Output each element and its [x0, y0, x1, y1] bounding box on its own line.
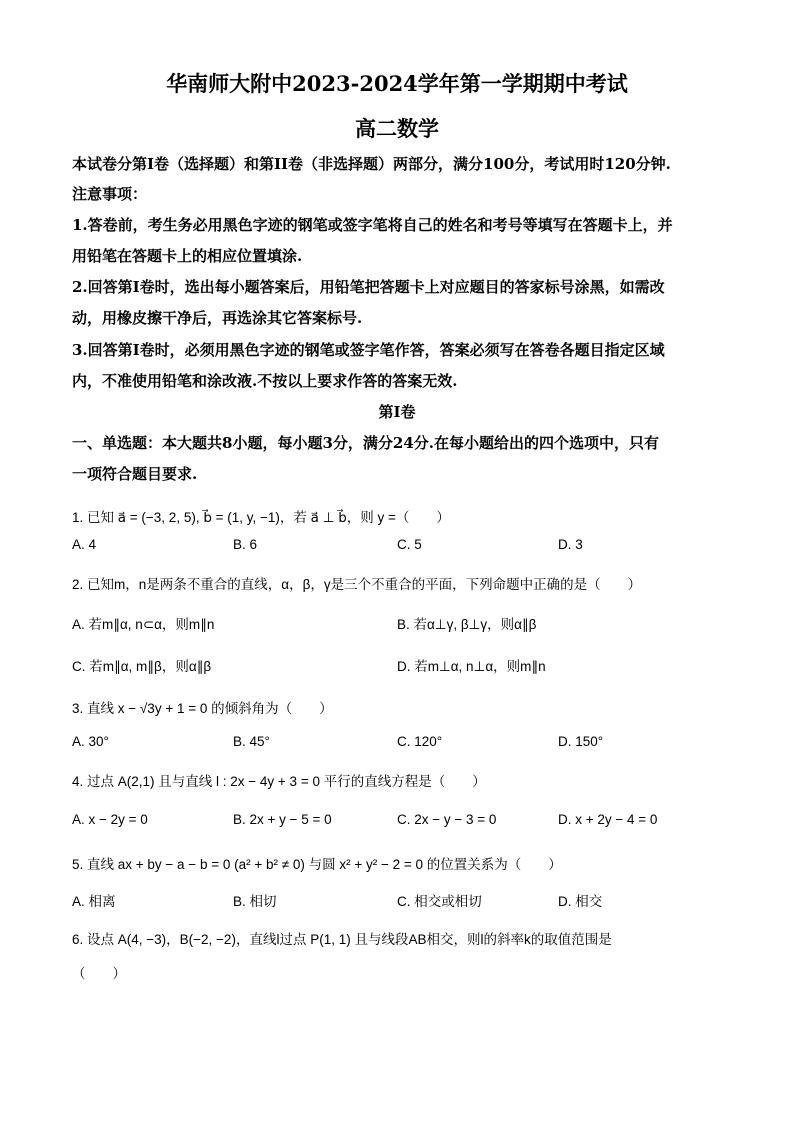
- question-1-option-d: D. 3: [558, 537, 583, 552]
- question-4-option-c: C. 2x − y − 3 = 0: [397, 812, 497, 827]
- question-6-stem-continuation: （ ）: [72, 966, 126, 981]
- note-2-line-1: 2.回答第I卷时，选出每小题答案后，用铅笔把答题卡上对应题目的答家标号涂黑，如需改: [72, 278, 665, 296]
- note-1-line-1: 1.答卷前，考生务必用黑色字迹的钢笔或签字笔将自己的姓名和考号等填写在答题卡上，并: [72, 216, 673, 234]
- section-instruction-line-1: 一、单选题：本大题共8小题，每小题3分，满分24分.在每小题给出的四个选项中，只有: [72, 434, 659, 452]
- exam-title: 华南师大附中2023-2024学年第一学期期中考试: [166, 71, 628, 96]
- question-5-option-d: D. 相交: [558, 894, 603, 909]
- question-4-stem: 4. 过点 A(2,1) 且与直线 l : 2x − 4y + 3 = 0 平行的直线方程是（ ）: [72, 774, 486, 789]
- question-1-stem: 1. 已知 a⃗ = (−3, 2, 5), b⃗ = (1, y, −1)，若 a⃗ ⊥ b⃗，则 y =（ ）: [72, 510, 450, 525]
- question-2-option-d: D. 若m⊥α, n⊥α，则m∥n: [397, 659, 546, 674]
- part-title: 第I卷: [378, 403, 416, 421]
- question-3-option-a: A. 30°: [72, 734, 109, 749]
- question-1-option-b: B. 6: [233, 537, 258, 552]
- question-4-option-d: D. x + 2y − 4 = 0: [558, 812, 658, 827]
- question-5-option-c: C. 相交或相切: [397, 894, 482, 909]
- question-1-option-a: A. 4: [72, 537, 97, 552]
- question-2-stem: 2. 已知m，n是两条不重合的直线，α，β，γ是三个不重合的平面，下列命题中正确的是（ ）: [72, 577, 642, 592]
- question-3-stem: 3. 直线 x − √3y + 1 = 0 的倾斜角为（ ）: [72, 701, 333, 716]
- question-2-option-b: B. 若α⊥γ, β⊥γ，则α∥β: [397, 617, 537, 632]
- intro-line: 本试卷分第I卷（选择题）和第II卷（非选择题）两部分，满分100分，考试用时120分钟.: [72, 155, 671, 173]
- question-4-option-a: A. x − 2y = 0: [72, 812, 148, 827]
- note-1-line-2: 用铅笔在答题卡上的相应位置填涂.: [72, 247, 303, 265]
- notice-heading: 注意事项：: [72, 185, 148, 203]
- question-3-option-c: C. 120°: [397, 734, 443, 749]
- question-6-stem: 6. 设点 A(4, −3)，B(−2, −2)，直线l过点 P(1, 1) 且与线段AB相交，则l的斜率k的取值范围是: [72, 932, 612, 947]
- note-2-line-2: 动，用橡皮擦干净后，再选涂其它答案标号.: [72, 309, 363, 327]
- question-2-option-c: C. 若m∥α, m∥β，则α∥β: [72, 659, 212, 674]
- question-4-option-b: B. 2x + y − 5 = 0: [233, 812, 332, 827]
- subject-title: 高二数学: [355, 116, 439, 141]
- note-3-line-1: 3.回答第I卷时，必须用黑色字迹的钢笔或签字笔作答，答案必须写在答卷各题目指定区域: [72, 341, 665, 359]
- note-3-line-2: 内，不准使用铅笔和涂改液.不按以上要求作答的答案无效.: [72, 372, 458, 390]
- section-instruction-line-2: 一项符合题目要求.: [72, 465, 198, 483]
- question-5-option-a: A. 相离: [72, 894, 116, 909]
- question-3-option-d: D. 150°: [558, 734, 604, 749]
- question-3-option-b: B. 45°: [233, 734, 270, 749]
- question-5-stem: 5. 直线 ax + by − a − b = 0 (a² + b² ≠ 0) 与圆 x² + y² − 2 = 0 的位置关系为（ ）: [72, 857, 562, 872]
- question-5-option-b: B. 相切: [233, 894, 277, 909]
- question-2-option-a: A. 若m∥α, n⊂α，则m∥n: [72, 617, 215, 632]
- question-1-option-c: C. 5: [397, 537, 422, 552]
